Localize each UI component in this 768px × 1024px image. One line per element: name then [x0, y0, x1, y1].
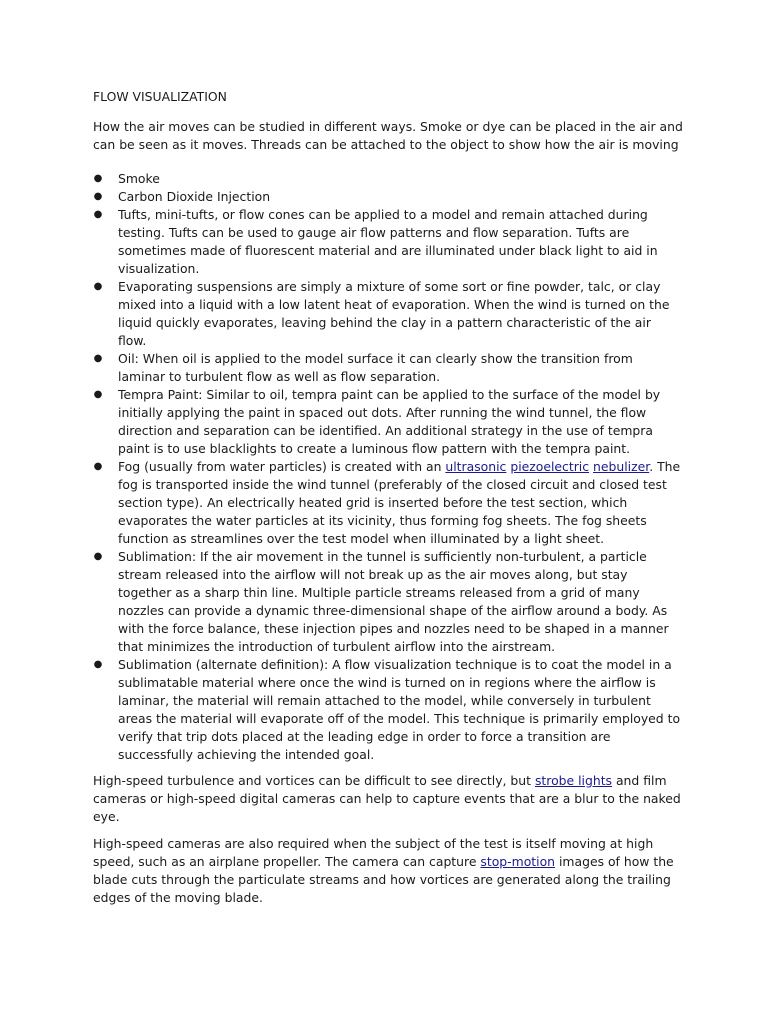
list-item [93, 278, 683, 350]
list-item-fog [93, 458, 683, 548]
list-item-text: Tempra Paint: Similar to oil, tempra paint can be applied to the surface of the model by initially applying the paint in spaced out dots. After running the wind tunnel, the flow direction and separation can be identified. An additional strategy in the use of tempra paint is to use blacklights to create a luminous flow pattern with the tempra paint. [118, 387, 661, 456]
page-title: FLOW VISUALIZATION [93, 89, 227, 104]
list-item-text: Sublimation: If the air movement in the tunnel is sufficiently non-turbulent, a particle stream released into the airflow will not break up as the air moves along, but stay together as a sharp thin line. Multiple particle streams released from a grid of many nozzles can provide a dynamic three-dimensional shape of the airflow around a body. As with the force balance, these injection pipes and nozzles need to be shaped in a manner that minimizes the introduction of turbulent airflow into the airstream. [118, 549, 669, 654]
bullet-icon: ● [93, 191, 103, 202]
intro-paragraph: How the air moves can be studied in different ways. Smoke or dye can be placed in the air and can be seen as it moves. Threads can be attached to the object to show how the air is moving [93, 119, 683, 152]
list-item-text: Carbon Dioxide Injection [118, 189, 271, 204]
list-item-text: Smoke [118, 171, 160, 186]
ultrasonic-link[interactable]: ultrasonic [445, 459, 507, 474]
list-item [93, 548, 683, 656]
bullet-icon: ● [93, 659, 103, 670]
bullet-icon: ● [93, 389, 103, 400]
strobe-lights-link[interactable]: strobe lights [534, 773, 613, 788]
bullet-icon: ● [93, 173, 103, 184]
bullet-icon: ● [93, 353, 103, 364]
list-item-text: Evaporating suspensions are simply a mixture of some sort or fine powder, talc, or clay mixed into a liquid with a low latent heat of evaporation. When the wind is turned on the liquid quickly evaporates, leaving behind the clay in a pattern characteristic of the air flow. [118, 279, 670, 348]
high-speed-paragraph [93, 835, 683, 907]
fog-text-start: Fog (usually from water particles) is created with an [118, 459, 446, 474]
document-body [93, 88, 683, 916]
paragraph-text-end: and film cameras or high-speed digital cameras can help to capture events that are a blur to the naked eye. [93, 773, 681, 824]
list-item [93, 170, 683, 188]
technique-list [93, 170, 683, 764]
list-item [93, 656, 683, 764]
bullet-icon: ● [93, 281, 103, 292]
bullet-icon: ● [93, 209, 103, 220]
nebulizer-link[interactable]: nebulizer [593, 459, 650, 474]
list-item-text: Oil: When oil is applied to the model surface it can clearly show the transition from laminar to turbulent flow as well as flow separation. [118, 351, 633, 384]
list-item-text: Sublimation (alternate definition): A flow visualization technique is to coat the model in a sublimatable material where once the wind is turned on in regions where the airflow is laminar, the material will remain attached to the model, while conversely in turbulent areas the material will evaporate off of the model. This technique is primarily employed to verify that trip dots placed at the leading edge in order to force a transition are successfully achieving the intended goal. [118, 657, 681, 762]
stop-motion-link[interactable]: stop-motion [480, 854, 556, 869]
list-item [93, 350, 683, 386]
paragraph-text-start: High-speed cameras are also required when the subject of the test is itself moving at high speed, such as an airplane propeller. The camera can capture [93, 836, 654, 869]
list-item [93, 386, 683, 458]
paragraph-text-start: High-speed turbulence and vortices can be difficult to see directly, but [93, 773, 535, 788]
bullet-icon: ● [93, 551, 103, 562]
piezoelectric-link[interactable]: piezoelectric [510, 459, 590, 474]
bullet-icon: ● [93, 461, 103, 472]
list-item-text: Tufts, mini-tufts, or flow cones can be applied to a model and remain attached during testing. Tufts can be used to gauge air flow patterns and flow separation. Tufts are sometimes made of fluorescent material and are illuminated under black light to aid in visualization. [118, 207, 658, 276]
list-item [93, 206, 683, 278]
strobe-paragraph [93, 772, 683, 826]
fog-text-end: . The fog is transported inside the wind tunnel (preferably of the closed circuit and closed test section type). An electrically heated grid is inserted before the test section, which evaporates the water particles at its vicinity, thus forming fog sheets. The fog sheets function as streamlines over the test model when illuminated by a light sheet. [118, 459, 681, 546]
list-item [93, 188, 683, 206]
paragraph-text-end: images of how the blade cuts through the particulate streams and how vortices are generated along the trailing edges of the moving blade. [93, 854, 674, 905]
